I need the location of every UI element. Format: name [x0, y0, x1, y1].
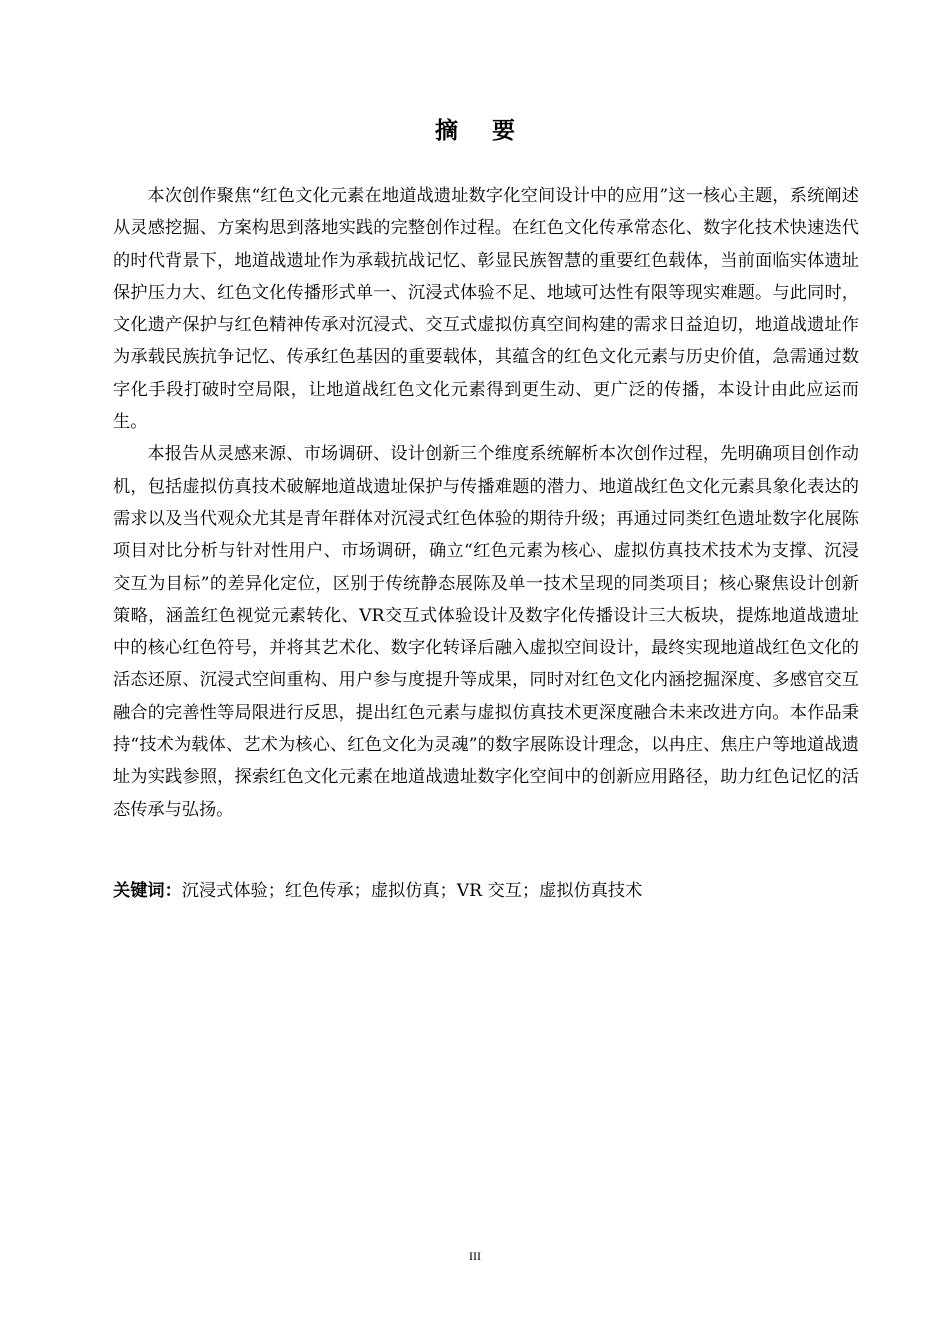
abstract-paragraph-1: 本次创作聚焦“红色文化元素在地道战遗址数字化空间设计中的应用”这一核心主题，系统阐述从灵感挖掘、方案构思到落地实践的完整创作过程。在红色文化传承常态化、数字化技术快速迭代的时代背景下，地道战遗址作为承载抗战记忆、彰显民族智慧的重要红色载体，当前面临实体遗址保护压力大、红色文化传播形式单一、沉浸式体验不足、地域可达性有限等现实难题。与此同时，文化遗产保护与红色精神传承对沉浸式、交互式虚拟仿真空间构建的需求日益迫切，地道战遗址作为承载民族抗争记忆、传承红色基因的重要载体，其蕴含的红色文化元素与历史价值，急需通过数字化手段打破时空局限，让地道战红色文化元素得到更生动、更广泛的传播，本设计由此应运而生。	[113, 186, 859, 433]
keywords-line	[113, 876, 859, 906]
keywords-label: 关键词：	[113, 881, 182, 901]
page-number: III	[469, 1249, 481, 1263]
abstract-body	[113, 180, 859, 826]
keywords-text: 沉浸式体验；红色传承；虚拟仿真；VR 交互；虚拟仿真技术	[181, 881, 643, 901]
page-title: 摘要	[435, 118, 549, 144]
abstract-paragraph-2: 本报告从灵感来源、市场调研、设计创新三个维度系统解析本次创作过程，先明确项目创作动机，包括虚拟仿真技术破解地道战遗址保护与传播难题的潜力、地道战红色文化元素具象化表达的需求以及当代观众尤其是青年群体对沉浸式红色体验的期待升级；再通过同类红色遗址数字化展陈项目对比分析与针对性用户、市场调研，确立“红色元素为核心、虚拟仿真技术技术为支撑、沉浸交互为目标”的差异化定位，区别于传统静态展陈及单一技术呈现的同类项目；核心聚焦设计创新策略，涵盖红色视觉元素转化、VR交互式体验设计及数字化传播设计三大板块，提炼地道战遗址中的核心红色符号，并将其艺术化、数字化转译后融入虚拟空间设计，最终实现地道战红色文化的活态还原、沉浸式空间重构、用户参与度提升等成果，同时对红色文化内涵挖掘深度、多感官交互融合的完善性等局限进行反思，提出红色元素与虚拟仿真技术更深度融合未来改进方向。本作品秉持“技术为载体、艺术为核心、红色文化为灵魂”的数字展陈设计理念，以冉庄、焦庄户等地道战遗址为实践参照，探索红色文化元素在地道战遗址数字化空间中的创新应用路径，助力红色记忆的活态传承与弘扬。	[113, 444, 859, 820]
